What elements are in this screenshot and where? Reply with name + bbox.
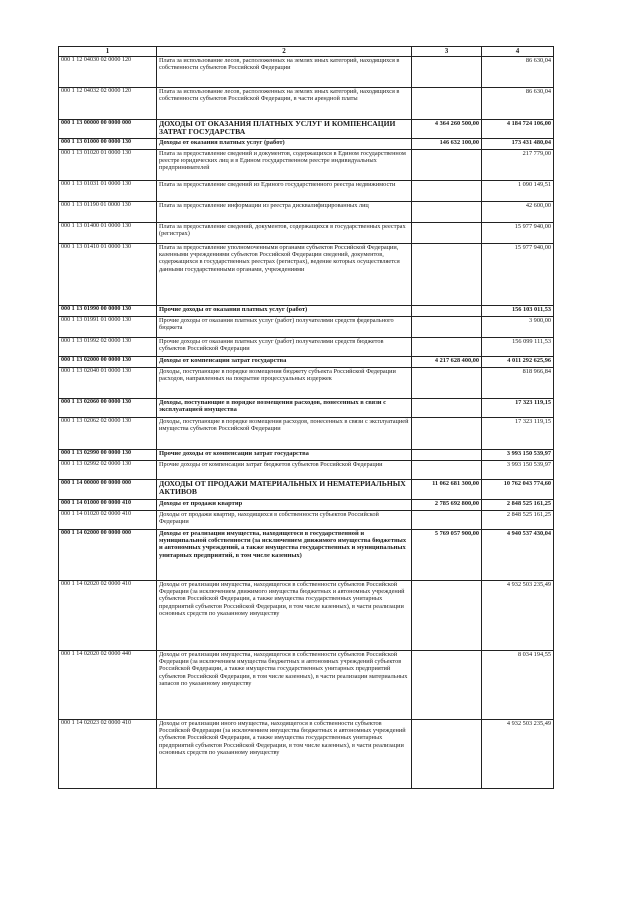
column-header-actual: 4	[482, 47, 554, 57]
row-code-cell: 000 1 13 01410 01 0000 130	[59, 244, 157, 306]
row-code-cell: 000 1 13 01991 01 0000 130	[59, 317, 157, 338]
row-plan-amount-cell: 146 632 100,00	[412, 139, 482, 150]
row-plan-amount-cell	[412, 306, 482, 317]
row-name-cell: Доходы от оказания платных услуг (работ)	[157, 139, 412, 150]
row-name-cell: Плата за предоставление сведений из Единого государственного реестра недвижимости	[157, 181, 412, 202]
row-name-cell: Прочие доходы от оказания платных услуг (работ) получателями средств бюджетов субъектов Российской Федерации	[157, 338, 412, 357]
row-actual-amount-cell: 4 011 292 625,96	[482, 357, 554, 368]
row-plan-amount-cell	[412, 581, 482, 651]
row-plan-amount-cell	[412, 244, 482, 306]
row-plan-amount-cell	[412, 461, 482, 480]
table-row	[59, 461, 554, 480]
row-plan-amount-cell: 4 364 260 500,00	[412, 120, 482, 139]
row-name-cell: Прочие доходы от компенсации затрат бюджетов субъектов Российской Федерации	[157, 461, 412, 480]
table-row	[59, 139, 554, 150]
row-name-cell: Доходы от продажи квартир	[157, 500, 412, 511]
row-plan-amount-cell	[412, 450, 482, 461]
row-code-cell: 000 1 14 01000 00 0000 410	[59, 500, 157, 511]
row-code-cell: 000 1 13 01992 02 0000 130	[59, 338, 157, 357]
row-code-cell: 000 1 13 01000 00 0000 130	[59, 139, 157, 150]
table-row	[59, 399, 554, 418]
row-code-cell: 000 1 13 00000 00 0000 000	[59, 120, 157, 139]
row-plan-amount-cell: 4 217 628 400,00	[412, 357, 482, 368]
row-actual-amount-cell: 17 323 119,15	[482, 418, 554, 450]
table-row	[59, 450, 554, 461]
table-row	[59, 338, 554, 357]
row-plan-amount-cell	[412, 150, 482, 181]
row-actual-amount-cell: 173 431 480,04	[482, 139, 554, 150]
row-code-cell: 000 1 13 01400 01 0000 130	[59, 223, 157, 244]
document-page	[58, 46, 553, 789]
row-code-cell: 000 1 13 02062 02 0000 130	[59, 418, 157, 450]
header-row	[59, 47, 554, 57]
row-actual-amount-cell: 42 600,00	[482, 202, 554, 223]
row-name-cell: Доходы от реализации имущества, находящегося в государственной и муниципальной собственности (за исключением движимого имущества бюджетных и автономных учреждений, а также имущества государственных и муниципальных унитарных предприятий, в том числе казенных)	[157, 530, 412, 581]
row-plan-amount-cell: 5 769 057 900,00	[412, 530, 482, 581]
row-actual-amount-cell: 4 184 724 106,00	[482, 120, 554, 139]
row-name-cell: Прочие доходы от компенсации затрат государства	[157, 450, 412, 461]
row-actual-amount-cell: 8 034 194,55	[482, 651, 554, 720]
row-actual-amount-cell: 3 900,00	[482, 317, 554, 338]
row-name-cell: ДОХОДЫ ОТ ОКАЗАНИЯ ПЛАТНЫХ УСЛУГ И КОМПЕНСАЦИИ ЗАТРАТ ГОСУДАРСТВА	[157, 120, 412, 139]
row-code-cell: 000 1 13 01020 01 0000 130	[59, 150, 157, 181]
row-actual-amount-cell: 2 848 525 161,25	[482, 511, 554, 530]
row-plan-amount-cell	[412, 399, 482, 418]
row-code-cell: 000 1 13 02990 00 0000 130	[59, 450, 157, 461]
row-name-cell: Доходы, поступающие в порядке возмещения бюджету субъекта Российской Федерации расходов, направленных на покрытие процессуальных издержек	[157, 368, 412, 399]
table-row	[59, 88, 554, 120]
row-actual-amount-cell: 1 090 149,51	[482, 181, 554, 202]
row-code-cell: 000 1 14 02020 02 0000 440	[59, 651, 157, 720]
table-row	[59, 317, 554, 338]
row-name-cell: Плата за предоставление сведений, документов, содержащихся в государственных реестрах (регистрах)	[157, 223, 412, 244]
row-actual-amount-cell: 156 099 111,53	[482, 338, 554, 357]
row-name-cell: Доходы от реализации имущества, находящегося в собственности субъектов Российской Федерации (за исключением движимого имущества бюджетных и автономных учреждений субъектов Российской Федерации, а также имущества государственных унитарных предприятий субъектов Российской Федерации, в том числе казенных), в части реализации основных средств по указанному имуществу	[157, 581, 412, 651]
row-actual-amount-cell: 4 932 503 235,49	[482, 581, 554, 651]
row-code-cell: 000 1 13 01190 01 0000 130	[59, 202, 157, 223]
row-plan-amount-cell	[412, 720, 482, 789]
row-name-cell: Доходы, поступающие в порядке возмещения расходов, понесенных в связи с эксплуатацией имущества субъектов Российской Федерации	[157, 418, 412, 450]
table-row	[59, 581, 554, 651]
row-name-cell: Плата за предоставление уполномоченными органами субъектов Российской Федерации, казенными учреждениями субъектов Российской Федерации сведений, документов, содержащихся в государственных реестрах (регистрах), ведение которых осуществляется данными государственными органами, учреждениями	[157, 244, 412, 306]
row-actual-amount-cell: 17 323 119,15	[482, 399, 554, 418]
row-actual-amount-cell: 15 977 940,00	[482, 223, 554, 244]
revenue-table	[58, 46, 554, 789]
table-row	[59, 244, 554, 306]
table-body	[59, 57, 554, 789]
row-plan-amount-cell	[412, 511, 482, 530]
table-row	[59, 651, 554, 720]
row-code-cell: 000 1 14 02023 02 0000 410	[59, 720, 157, 789]
row-name-cell: Прочие доходы от оказания платных услуг (работ) получателями средств федерального бюджета	[157, 317, 412, 338]
table-row	[59, 357, 554, 368]
table-row	[59, 120, 554, 139]
row-actual-amount-cell: 86 630,04	[482, 88, 554, 120]
row-name-cell: Доходы от реализации иного имущества, находящегося в собственности субъектов Российской Федерации (за исключением имущества бюджетных и автономных учреждений субъектов Российской Федерации, а также имущества государственных унитарных предприятий субъектов Российской Федерации, в том числе казенных), в части реализации основных средств по указанному имуществу	[157, 720, 412, 789]
row-code-cell: 000 1 14 02000 00 0000 000	[59, 530, 157, 581]
row-name-cell: Плата за использование лесов, расположенных на землях иных категорий, находящихся в собственности субъектов Российской Федерации, в части арендной платы	[157, 88, 412, 120]
column-header-plan: 3	[412, 47, 482, 57]
row-plan-amount-cell	[412, 57, 482, 88]
row-actual-amount-cell: 4 932 503 235,49	[482, 720, 554, 789]
row-code-cell: 000 1 13 02040 01 0000 130	[59, 368, 157, 399]
table-row	[59, 202, 554, 223]
row-name-cell: Доходы, поступающие в порядке возмещения расходов, понесенных в связи с эксплуатацией имущества	[157, 399, 412, 418]
table-row	[59, 511, 554, 530]
row-plan-amount-cell	[412, 317, 482, 338]
row-code-cell: 000 1 14 02020 02 0000 410	[59, 581, 157, 651]
row-plan-amount-cell	[412, 202, 482, 223]
row-code-cell: 000 1 13 02060 00 0000 130	[59, 399, 157, 418]
row-code-cell: 000 1 12 04030 02 0000 120	[59, 57, 157, 88]
row-code-cell: 000 1 14 00000 00 0000 000	[59, 480, 157, 500]
table-row	[59, 181, 554, 202]
row-name-cell: ДОХОДЫ ОТ ПРОДАЖИ МАТЕРИАЛЬНЫХ И НЕМАТЕРИАЛЬНЫХ АКТИВОВ	[157, 480, 412, 500]
row-plan-amount-cell	[412, 338, 482, 357]
row-plan-amount-cell	[412, 181, 482, 202]
row-actual-amount-cell: 3 993 150 539,97	[482, 461, 554, 480]
row-actual-amount-cell: 3 993 150 539,97	[482, 450, 554, 461]
table-row	[59, 368, 554, 399]
row-plan-amount-cell: 11 062 681 300,00	[412, 480, 482, 500]
row-actual-amount-cell: 818 966,84	[482, 368, 554, 399]
row-code-cell: 000 1 13 02992 02 0000 130	[59, 461, 157, 480]
table-row	[59, 500, 554, 511]
row-plan-amount-cell: 2 785 692 800,00	[412, 500, 482, 511]
row-name-cell: Доходы от реализации имущества, находящегося в собственности субъектов Российской Федерации (за исключением имущества бюджетных и автономных учреждений субъектов Российской Федерации, а также имущества государственных унитарных предприятий субъектов Российской Федерации, в том числе казенных), в части реализации материальных запасов по указанному имуществу	[157, 651, 412, 720]
row-code-cell: 000 1 12 04032 02 0000 120	[59, 88, 157, 120]
table-row	[59, 223, 554, 244]
row-name-cell: Прочие доходы от оказания платных услуг (работ)	[157, 306, 412, 317]
row-plan-amount-cell	[412, 368, 482, 399]
table-row	[59, 418, 554, 450]
column-header-name: 2	[157, 47, 412, 57]
row-actual-amount-cell: 4 940 537 430,04	[482, 530, 554, 581]
row-actual-amount-cell: 2 848 525 161,25	[482, 500, 554, 511]
row-plan-amount-cell	[412, 223, 482, 244]
table-row	[59, 57, 554, 88]
row-code-cell: 000 1 13 01031 01 0000 130	[59, 181, 157, 202]
row-name-cell: Плата за предоставление информации из реестра дисквалифицированных лиц	[157, 202, 412, 223]
column-header-code: 1	[59, 47, 157, 57]
row-actual-amount-cell: 10 762 043 774,60	[482, 480, 554, 500]
row-actual-amount-cell: 86 630,04	[482, 57, 554, 88]
row-code-cell: 000 1 14 01020 02 0000 410	[59, 511, 157, 530]
row-name-cell: Плата за предоставление сведений и документов, содержащихся в Едином государственном реестре юридических лиц и в Едином государственном реестре индивидуальных предпринимателей	[157, 150, 412, 181]
table-row	[59, 720, 554, 789]
row-plan-amount-cell	[412, 651, 482, 720]
row-code-cell: 000 1 13 02000 00 0000 130	[59, 357, 157, 368]
row-code-cell: 000 1 13 01990 00 0000 130	[59, 306, 157, 317]
table-row	[59, 530, 554, 581]
table-row	[59, 150, 554, 181]
row-actual-amount-cell: 15 977 940,00	[482, 244, 554, 306]
row-actual-amount-cell: 217 779,00	[482, 150, 554, 181]
row-plan-amount-cell	[412, 88, 482, 120]
row-actual-amount-cell: 156 103 011,53	[482, 306, 554, 317]
row-name-cell: Доходы от продажи квартир, находящихся в собственности субъектов Российской Федерации	[157, 511, 412, 530]
row-name-cell: Плата за использование лесов, расположенных на землях иных категорий, находящихся в собственности субъектов Российской Федерации	[157, 57, 412, 88]
row-name-cell: Доходы от компенсации затрат государства	[157, 357, 412, 368]
table-row	[59, 306, 554, 317]
row-plan-amount-cell	[412, 418, 482, 450]
table-row	[59, 480, 554, 500]
